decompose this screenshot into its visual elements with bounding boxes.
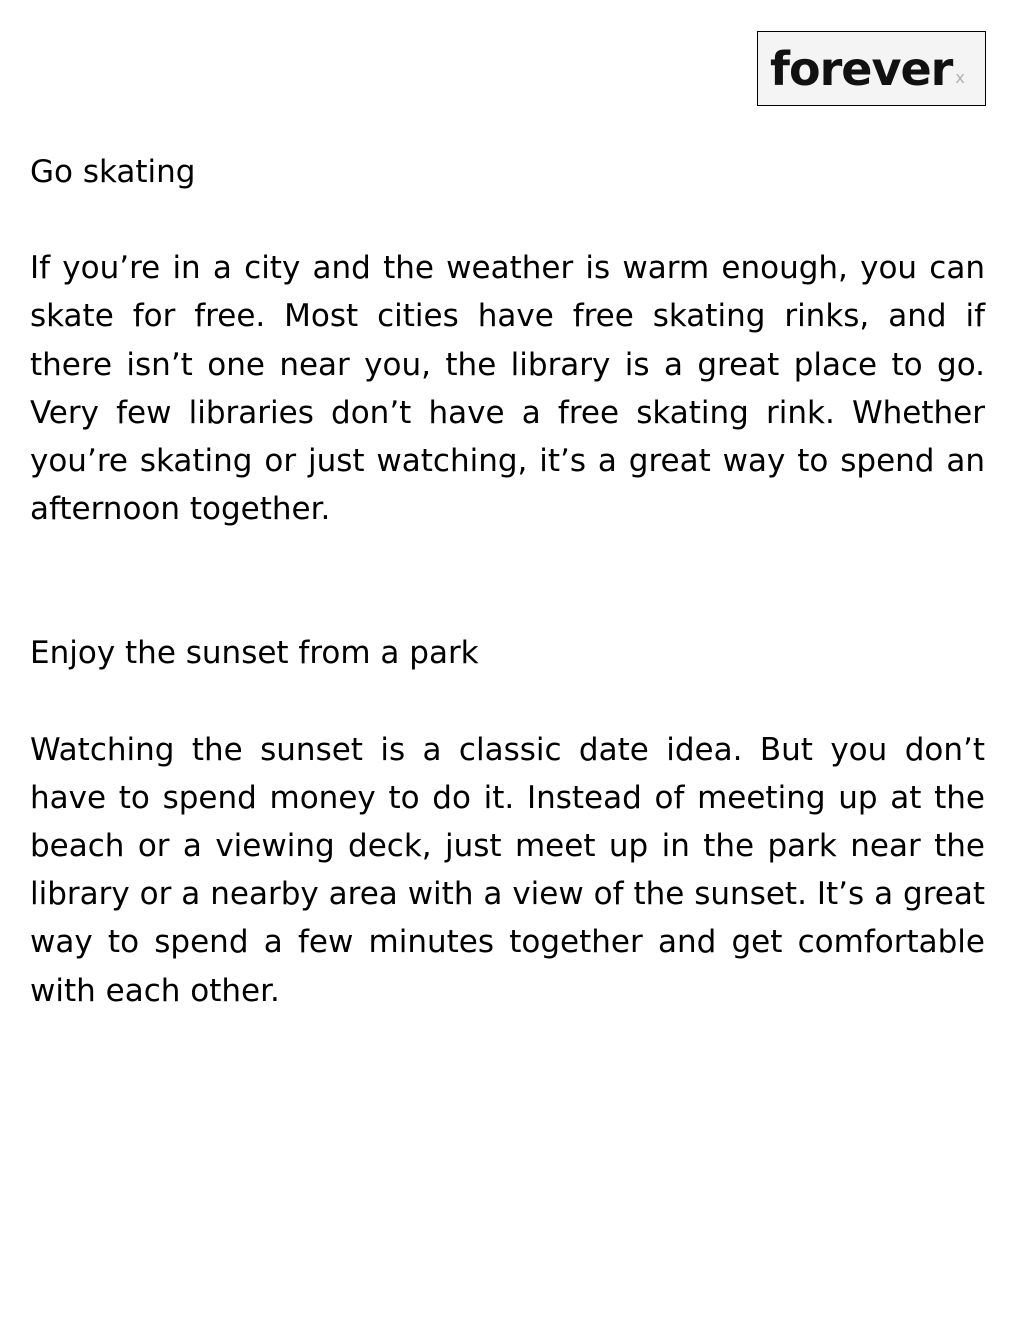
section-enjoy-sunset [30,629,985,1014]
section-paragraph: Watching the sunset is a classic date idea. But you don’t have to spend money to do it. Instead of meeting up at the beach or a viewing deck, just meet up in the park near the library or a nearby area with a view of the sunset. It’s a great way to spend a few minutes together and get comfortable with each other. [30,731,985,1009]
section-heading: Go skating [30,154,196,190]
section-heading: Enjoy the sunset from a park [30,635,479,672]
section-paragraph: If you’re in a city and the weather is warm enough, you can skate for free. Most cities have free skating rinks, and if there isn’t one near you, the library is a great place to go. Very few libraries don’t have a free skating rink. Whether you’re skating or just watching, it’s a great way to spend an afternoon together. [30,250,985,528]
logo-x-mark: x [955,68,965,87]
section-go-skating [30,148,985,533]
logo-wordmark: forever [770,41,953,96]
document-body [30,148,985,1015]
forever-logo [757,31,986,106]
